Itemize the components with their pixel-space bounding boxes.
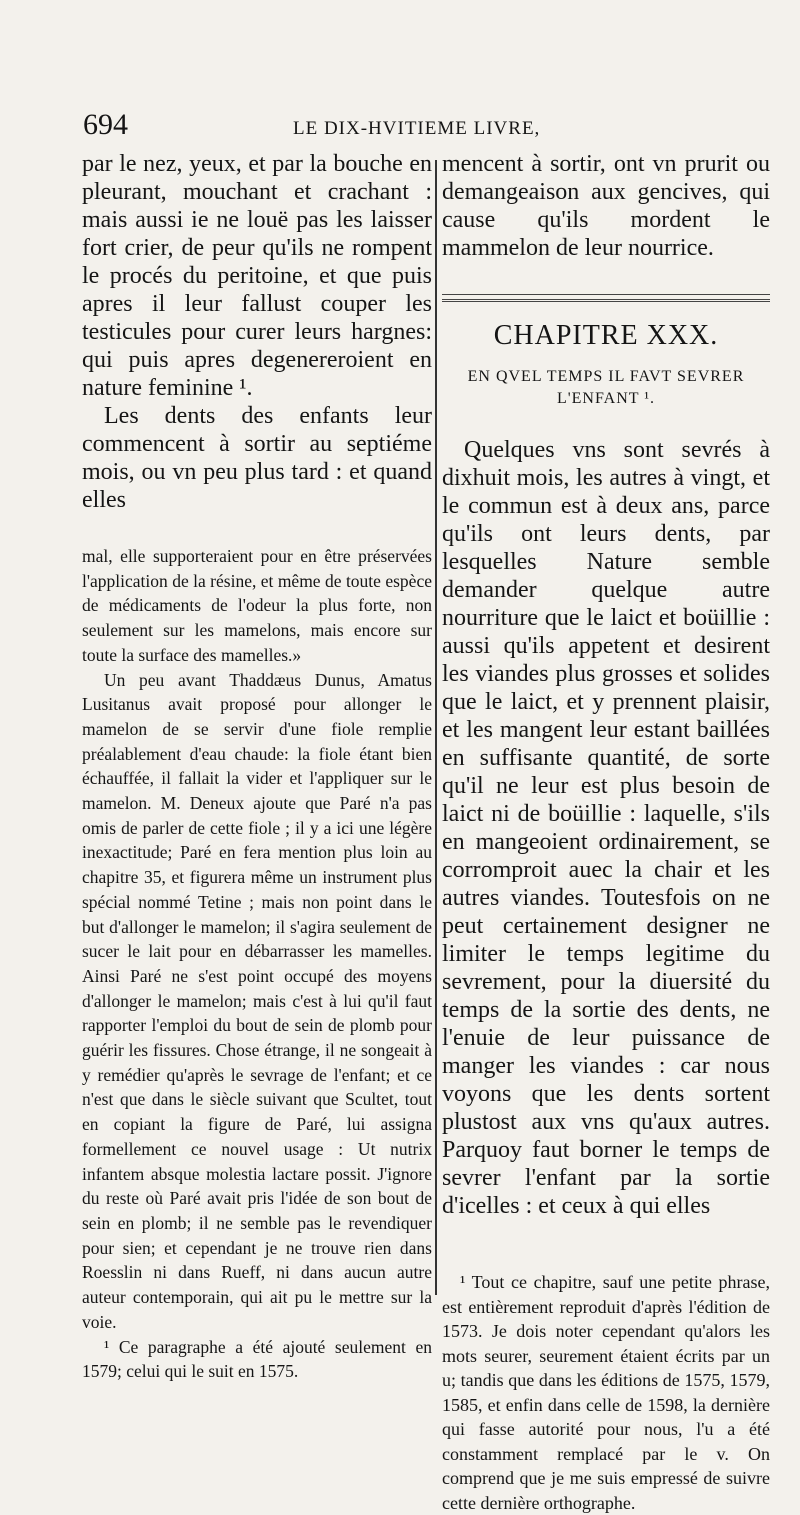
- column-divider: [435, 160, 437, 1295]
- paragraph: Quelques vns sont sevrés à dixhuit mois, les autres à vingt, et le commun est à deux ans, parce qu'ils ont leurs dents, par lesquelles Nature semble demander quelque autre nourriture que le laict et boüillie : aussi qu'ils appetent et desirent les viandes plus grosses et solides que le laict, et y prennent plaisir, et les mangent leur estant baillées en suffisante quantité, de sorte qu'il ne leur est plus besoin de laict ni de boüillie : laquelle, s'ils en mangeoient ordinairement, se corromproit auec la chair et les autres viandes. Toutesfois on ne peut certainement designer ne limiter le temps legitime du sevrement, pour la diuersité du temps de la sortie des dents, ne l'enuie de leur puissance de manger les viandes : car nous voyons que les dents sortent plustost aux vns qu'aux autres. Parquoy faut borner le temps de sevrer l'enfant par la sortie d'icelles : et ceux à qui elles: [442, 437, 770, 1219]
- chapter-footnote: [442, 1270, 770, 1515]
- chapter-title: CHAPITRE XXX.: [493, 320, 719, 351]
- separator-rule: [442, 294, 770, 302]
- note-paragraph: mal, elle supporteraient pour en être préservées l'application de la résine, et même de toute espèce de médicaments de l'odeur la plus forte, non seulement sur les mamelons, mais encore sur toute la surface des mamelles.»: [82, 546, 432, 665]
- page-header: [83, 108, 763, 148]
- page-number: 694: [83, 108, 128, 141]
- paragraph: par le nez, yeux, et par la bouche en pleurant, mouchant et crachant : mais aussi ie ne louë pas les laisser fort crier, de peur qu'ils ne rompent le procés du peritoine, et que puis apres il leur fallust couper les testicules pour curer leurs hargnes: qui puis apres degenereroient en nature feminine ¹.: [82, 151, 432, 401]
- running-head: LE DIX-HVITIEME LIVRE,: [293, 118, 541, 139]
- chapter-subtitle-line: EN QVEL TEMPS IL FAVT SEVRER: [467, 368, 745, 385]
- right-column: [442, 150, 770, 1515]
- left-column: [82, 150, 432, 1384]
- footnote: ¹ Ce paragraphe a été ajouté seulement en 1579; celui qui le suit en 1575.: [82, 1336, 432, 1382]
- chapter-subtitle-line: L'ENFANT ¹.: [556, 390, 656, 407]
- chapter-subtitle: [442, 366, 770, 410]
- left-note-text: [82, 544, 432, 1384]
- chapter-body: [442, 436, 770, 1220]
- left-main-text: [82, 150, 432, 514]
- note-paragraph: Un peu avant Thaddæus Dunus, Amatus Lusitanus avait proposé pour allonger le mamelon de se servir d'une fiole remplie préalablement d'eau chaude: la fiole étant bien échauffée, il fallait la vider et l'appliquer sur le mamelon. M. Deneux ajoute que Paré n'a pas omis de parler de cette fiole ; il y a ici une légère inexactitude; Paré en fera mention plus loin au chapitre 35, et figurera même un instrument plus spécial nommé Tetine ; mais non point dans le but d'allonger le mamelon; il s'agira seulement de sucer le lait pour en débarrasser les mamelles. Ainsi Paré ne s'est point occupé des moyens d'allonger le mamelon; mais c'est à lui qu'il faut rapporter l'emploi du bout de sein de plomb pour guérir les fissures. Chose étrange, il ne songeait à y remédier qu'après le sevrage de l'enfant; et ce n'est que dans le siècle suivant que Scultet, tout en copiant la figure de Paré, lui assigna formellement ce nouvel usage : Ut nutrix infantem absque molestia lactare possit. J'ignore du reste où Paré avait pris l'idée de son bout de sein en plomb; il ne semble pas le revendiquer pour sien; et cependant je ne trouve rien dans Roesslin ni dans Rueff, ni dans aucun autre auteur contemporain, qui ait pu le mettre sur la voie.: [82, 669, 432, 1332]
- paragraph: Les dents des enfants leur commencent à sortir au septiéme mois, ou vn peu plus tard : et quand elles: [82, 403, 432, 513]
- right-continuation: mencent à sortir, ont vn prurit ou demangeaison aux gencives, qui cause qu'ils mordent le mammelon de leur nourrice.: [442, 151, 770, 261]
- footnote: ¹ Tout ce chapitre, sauf une petite phrase, est entièrement reproduit d'après l'édition de 1573. Je dois noter cependant qu'alors les mots seurer, seurement étaient écrits par un u; tandis que dans les éditions de 1575, 1579, 1585, et enfin dans celle de 1598, la dernière qui fasse autorité pour nous, l'u a été constamment remplacé par le v. On comprend que je me suis empressé de suivre cette dernière orthographe.: [442, 1272, 770, 1513]
